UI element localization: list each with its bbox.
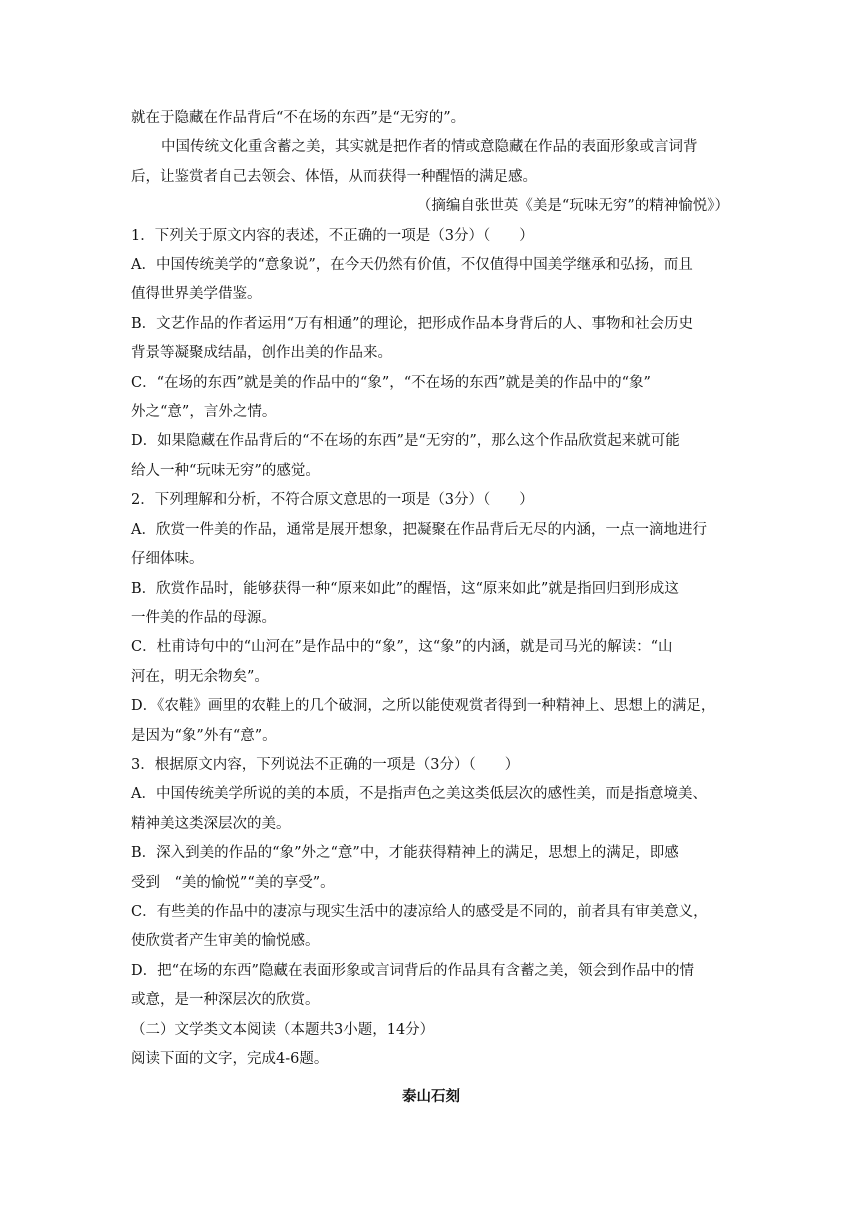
- option-2b-cont: 一件美的作品的母源。: [131, 609, 276, 626]
- option-2c: C．杜甫诗句中的“山河在”是作品中的“象”，这“象”的内涵，就是司马光的解读：“山: [131, 639, 673, 656]
- option-1a: A．中国传统美学的“意象说”，在今天仍然有价值，不仅值得中国美学继承和弘扬，而且: [131, 257, 693, 274]
- option-1b: B．文艺作品的作者运用“万有相通”的理论，把形成作品本身背后的人、事物和社会历史: [131, 315, 693, 332]
- document-page: [131, 104, 731, 1112]
- option-3d-cont: 或意，是一种深层次的欣赏。: [131, 992, 320, 1009]
- option-2d: D．《农鞋》画里的农鞋上的几个破洞，之所以能使观赏者得到一种精神上、思想上的满足，: [131, 698, 716, 715]
- question-3: 3．根据原文内容，下列说法不正确的一项是（3分）（ ）: [131, 756, 520, 773]
- option-3b-cont: 受到 “美的愉悦”“美的享受”。: [131, 874, 335, 891]
- option-3d: D．把“在场的东西”隐藏在表面形象或言词背后的作品具有含蓄之美，领会到作品中的情: [131, 962, 694, 979]
- option-2a-cont: 仔细体味。: [131, 551, 204, 568]
- question-2: 2．下列理解和分析，不符合原文意思的一项是（3分）（ ）: [131, 492, 534, 509]
- option-3c: C．有些美的作品中的凄凉与现实生活中的凄凉给人的感受是不同的，前者具有审美意义，: [131, 903, 708, 920]
- option-1d: D．如果隐藏在作品背后的“不在场的东西”是“无穷的”，那么这个作品欣赏起来就可能: [131, 433, 680, 450]
- option-3c-cont: 使欣赏者产生审美的愉悦感。: [131, 933, 320, 950]
- paragraph-line: 就在于隐藏在作品背后“不在场的东西”是“无穷的”。: [131, 110, 466, 126]
- option-1b-cont: 背景等凝聚成结晶，创作出美的作品来。: [131, 345, 392, 362]
- passage-title: 泰山石刻: [402, 1088, 460, 1106]
- section-heading: （二）文学类文本阅读（本题共3小题，14分）: [131, 1021, 435, 1038]
- paragraph-line: 后，让鉴赏者自己去领会、体悟，从而获得一种醒悟的满足感。: [131, 168, 537, 185]
- option-1c: C．“在场的东西”就是美的作品中的“象”，“不在场的东西”就是美的作品中的“象”: [131, 374, 651, 391]
- option-2d-cont: 是因为“象”外有“意”。: [131, 727, 277, 744]
- source-citation: （摘编自张世英《美是“玩味无穷”的精神愉悦》）: [416, 198, 729, 215]
- question-1: 1．下列关于原文内容的表述，不正确的一项是（3分）（ ）: [131, 227, 534, 244]
- option-2c-cont: 河在，明无余物矣”。: [131, 668, 269, 685]
- option-3a: A．中国传统美学所说的美的本质，不是指声色之美这类低层次的感性美，而是指意境美、: [131, 786, 707, 803]
- option-1c-cont: 外之“意”，言外之情。: [131, 404, 277, 421]
- option-1a-cont: 值得世界美学借鉴。: [131, 286, 262, 303]
- option-2b: B．欣赏作品时，能够获得一种“原来如此”的醒悟，这“原来如此”就是指回归到形成这: [131, 580, 679, 597]
- option-1d-cont: 给人一种“玩味无穷”的感觉。: [131, 462, 320, 479]
- paragraph-line: 中国传统文化重含蓄之美，其实就是把作者的情或意隐藏在作品的表面形象或言词背: [161, 139, 698, 156]
- option-3a-cont: 精神美这类深层次的美。: [131, 815, 291, 832]
- option-3b: B．深入到美的作品的“象”外之“意”中，才能获得精神上的满足，思想上的满足，即感: [131, 845, 679, 862]
- instruction: 阅读下面的文字，完成4-6题。: [131, 1051, 329, 1067]
- option-2a: A．欣赏一件美的作品，通常是展开想象，把凝聚在作品背后无尽的内涵，一点一滴地进行: [131, 521, 707, 538]
